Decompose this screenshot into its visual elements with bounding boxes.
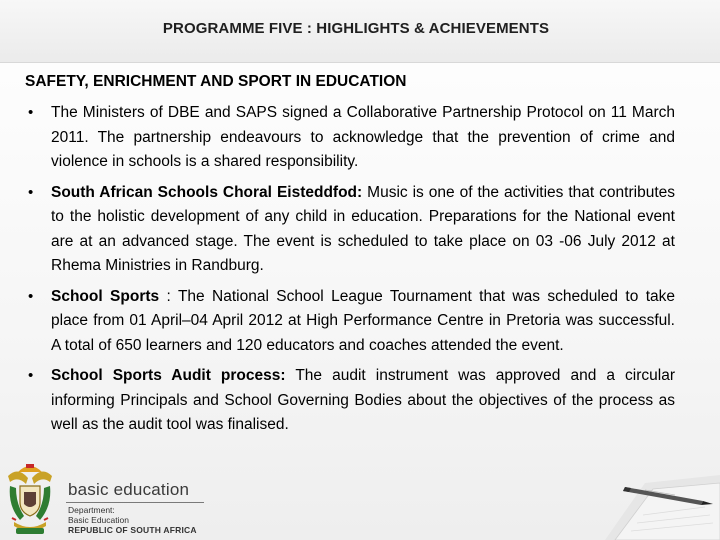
bullet-lead: School Sports Audit process: (51, 367, 286, 384)
section-heading: SAFETY, ENRICHMENT AND SPORT IN EDUCATION (25, 73, 407, 90)
bullet-dot-icon: • (28, 183, 34, 201)
bullet-text: : The National School League Tournament that was scheduled to take place from 01 April–04 April 2012 at High Performance Centre in Pretoria was successful. A total of 650 learners and 120 educators and coaches attended the event. (51, 287, 675, 354)
page-title: PROGRAMME FIVE : HIGHLIGHTS & ACHIEVEMENTS (162, 20, 550, 37)
bullet-dot-icon: • (28, 104, 34, 121)
bullet-lead: School Sports (51, 287, 160, 305)
bullet-item (25, 181, 675, 279)
bullet-lead: South African Schools Choral Eisteddfod: (51, 183, 363, 201)
dept-line-2: Basic Education (68, 515, 129, 525)
bullet-dot-icon: • (28, 367, 34, 384)
bullet-list (25, 101, 675, 444)
bullet-item (25, 101, 675, 175)
bullet-text: The Ministers of DBE and SAPS signed a Collaborative Partnership Protocol on 11 March 2011. The partnership endeavours to acknowledge that the prevention of crime and violence in schools is a shared responsibility. (51, 104, 675, 170)
brand-divider (66, 502, 204, 503)
coat-of-arms-icon (4, 462, 56, 538)
bullet-item (25, 364, 675, 438)
department-lines (68, 505, 197, 535)
bullet-dot-icon: • (28, 287, 34, 305)
department-logo (4, 462, 214, 538)
bullet-item (25, 285, 675, 359)
bullet-text: The audit instrument was approved and a circular informing Principals and School Governing Bodies about the objectives of the process as well as the audit tool was finalised. (51, 367, 676, 433)
brand-name: basic education (68, 480, 190, 499)
dept-line-3: REPUBLIC OF SOUTH AFRICA (68, 525, 197, 535)
pen-and-paper-icon (585, 455, 720, 540)
bullet-text: Music is one of the activities that contributes to the holistic development of any child in education. Preparations for the National event are at an advanced stage. The event is scheduled to take place on 03 -06 July 2012 at Rhema Ministries in Randburg. (51, 183, 675, 274)
dept-line-1: Department: (68, 505, 115, 515)
title-bar (0, 0, 720, 63)
